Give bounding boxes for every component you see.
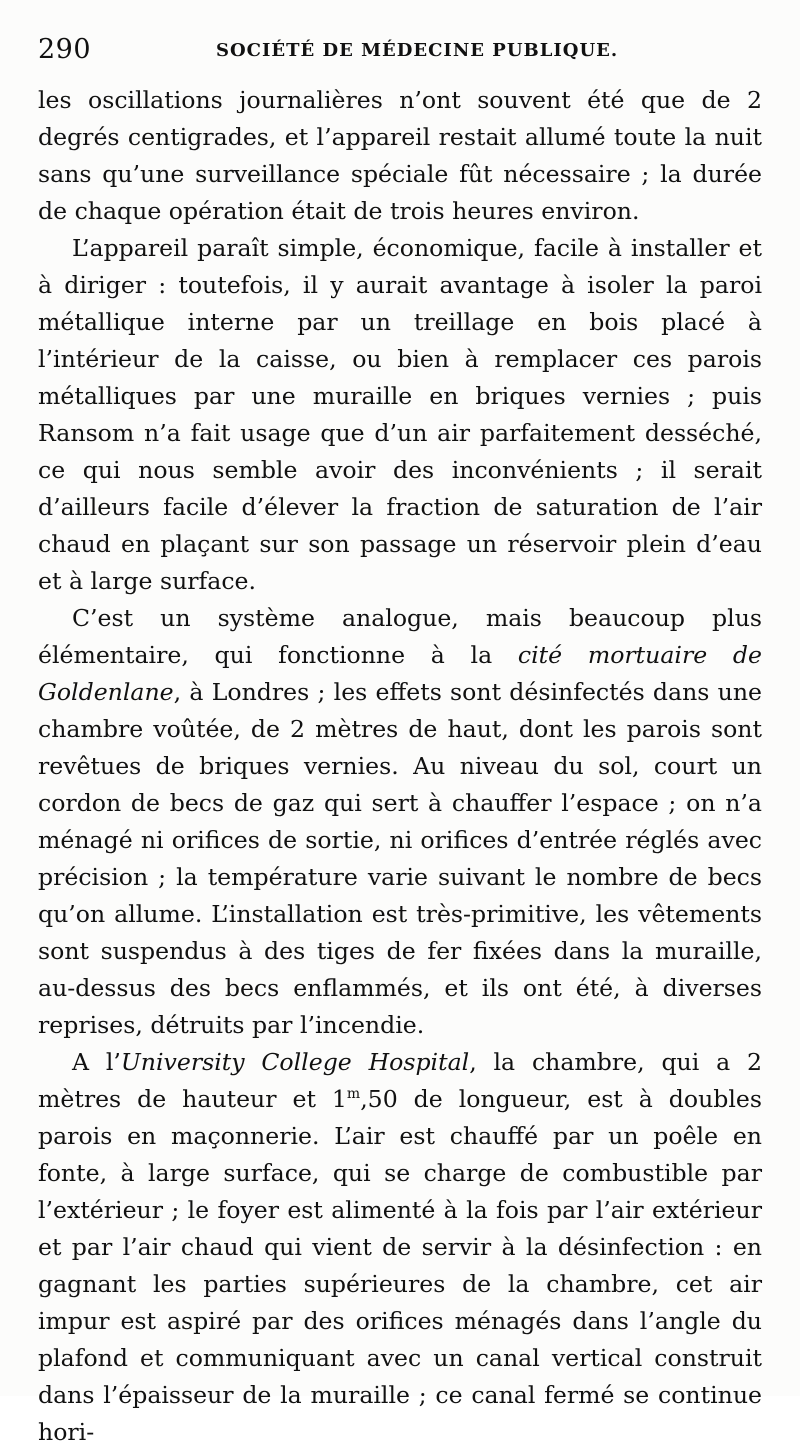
paragraph-3-text-start: C’est un système analogue, mais beaucoup plus élémentaire, qui fonctionne à la — [38, 604, 762, 669]
paragraph-2 — [38, 230, 762, 600]
running-head: SOCIÉTÉ DE MÉDECINE PUBLIQUE. — [216, 40, 619, 61]
body-text — [38, 82, 762, 1451]
page-header — [38, 34, 758, 74]
paragraph-1 — [38, 82, 762, 230]
paragraph-4-text-end: ,50 de longueur, est à doubles parois en maçonnerie. L’air est chauffé par un poêle en fonte, à large surface, qui se charge de combustible par l’extérieur ; le foyer est alimenté à la fois par l’air extérieur et par l’air chaud qui vient de servir à la désinfection : en gagnant les parties supérieures de la chambre, cet air impur est aspiré par des orifices ménagés dans l’angle du plafond et communiquant avec un canal vertical construit dans l’épaisseur de la muraille ; ce canal fermé se continue hori- — [38, 1085, 762, 1446]
paragraph-3-italic-place: cité mortuaire de Goldenlane — [38, 641, 763, 706]
paragraph-4 — [38, 1044, 762, 1451]
paragraph-4-text-middle: , la chambre, qui a 2 mètres de hauteur et 1 — [38, 1048, 762, 1113]
paragraph-1-text: les oscillations journalières n’ont souvent été que de 2 degrés centigrades, et l’appareil restait allumé toute la nuit sans qu’une surveillance spéciale fût nécessaire ; la durée de chaque opération était de trois heures environ. — [38, 86, 762, 225]
paragraph-3 — [38, 600, 762, 1044]
paragraph-2-text: L’appareil paraît simple, économique, facile à installer et à diriger : toutefois, il y aurait avantage à isoler la paroi métallique interne par un treillage en bois placé à l’intérieur de la caisse, ou bien à remplacer ces parois métalliques par une muraille en briques vernies ; puis Ransom n’a fait usage que d’un air parfaitement desséché, ce qui nous semble avoir des inconvénients ; il serait d’ailleurs facile d’élever la fraction de saturation de l’air chaud en plaçant sur son passage un réservoir plein d’eau et à large surface. — [38, 234, 762, 595]
paragraph-4-text-start: A l’ — [72, 1048, 121, 1076]
paragraph-3-text-end: , à Londres ; les effets sont désinfectés dans une chambre voûtée, de 2 mètres de haut, dont les parois sont revêtues de briques vernies. Au niveau du sol, court un cordon de becs de gaz qui sert à chauffer l’espace ; on n’a ménagé ni orifices de sortie, ni orifices d’entrée réglés avec précision ; la température varie suivant le nombre de becs qu’on allume. L’installation est très-primitive, les vêtements sont suspendus à des tiges de fer fixées dans la muraille, au-dessus des becs enflammés, et ils ont été, à diverses reprises, détruits par l’incendie. — [38, 678, 762, 1039]
page-number: 290 — [38, 34, 92, 65]
paragraph-4-unit-superscript: m — [346, 1086, 361, 1103]
paragraph-4-italic-hospital: University College Hospital — [120, 1048, 470, 1076]
